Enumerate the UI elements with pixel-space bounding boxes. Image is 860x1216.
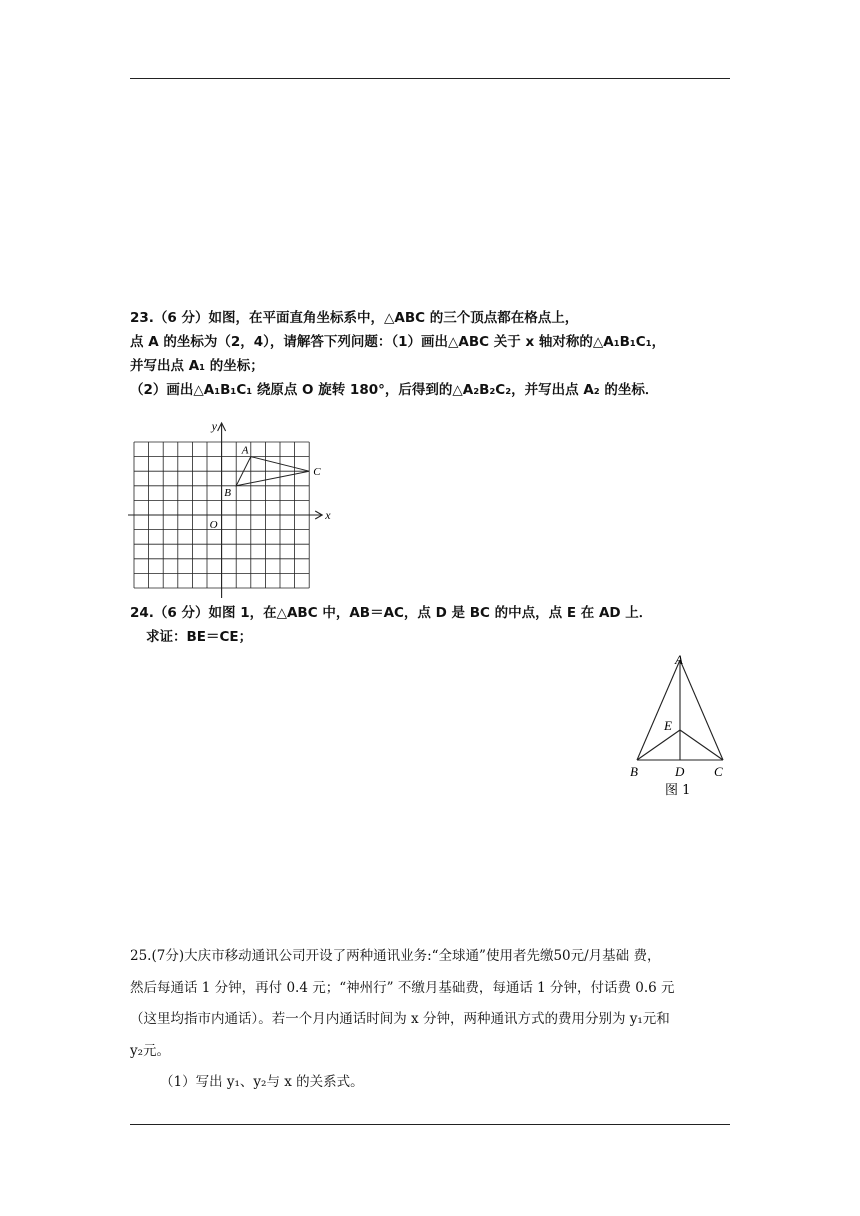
vertex-a-label: A bbox=[675, 652, 683, 667]
triangle-figure-1 bbox=[625, 650, 735, 800]
point-c-label: C bbox=[313, 466, 321, 479]
vertex-c-label: C bbox=[714, 764, 723, 779]
x-axis-label: x bbox=[325, 508, 331, 522]
vertex-b-label: B bbox=[630, 764, 638, 779]
header-rule bbox=[130, 78, 730, 79]
q25-line-2: 然后每通话 1 分钟，再付 0.4 元；“神州行” 不缴月基础费，每通话 1 分钟，付话费 0.6 元 bbox=[130, 979, 675, 996]
point-a-label: A bbox=[241, 444, 249, 457]
q24-line-2: 求证：BE＝CE； bbox=[146, 629, 253, 645]
q23-line-1: 23.（6 分）如图，在平面直角坐标系中，△ABC 的三个顶点都在格点上， bbox=[130, 310, 579, 326]
q25-line-1: 25.(7分)大庆市移动通讯公司开设了两种通讯业务:“全球通”使用者先缴50元/月基础 费， bbox=[130, 948, 661, 964]
origin-label: O bbox=[209, 519, 218, 531]
q23-line-3: 并写出点 A₁ 的坐标； bbox=[130, 358, 264, 374]
point-e-label: E bbox=[664, 718, 672, 733]
figure-caption: 图 1 bbox=[665, 783, 691, 798]
q23-line-2: 点 A 的坐标为（2，4），请解答下列问题：（1）画出△ABC 关于 x 轴对称的△A₁B₁C₁， bbox=[130, 334, 666, 350]
q25-subquestion-1: （1）写出 y₁、y₂与 x 的关系式。 bbox=[160, 1074, 364, 1090]
q25-line-3: （这里均指市内通话）。若一个月内通话时间为 x 分钟，两种通讯方式的费用分别为 y₁元和 bbox=[130, 1011, 670, 1027]
axes bbox=[128, 423, 322, 598]
question-25 bbox=[130, 941, 740, 1099]
y-axis-label: y bbox=[211, 419, 217, 433]
question-24 bbox=[130, 601, 740, 649]
q23-line-4: （2）画出△A₁B₁C₁ 绕原点 O 旋转 180°，后得到的△A₂B₂C₂，并写出点 A₂ 的坐标． bbox=[130, 382, 659, 398]
point-d-label: D bbox=[675, 764, 685, 779]
footer-rule bbox=[130, 1124, 730, 1125]
point-b-label: B bbox=[224, 486, 231, 499]
q25-line-4: y₂元。 bbox=[130, 1042, 171, 1059]
q24-line-1: 24.（6 分）如图 1，在△ABC 中，AB＝AC，点 D 是 BC 的中点，点 E 在 AD 上． bbox=[130, 605, 653, 621]
question-23 bbox=[130, 306, 740, 402]
coordinate-grid-figure bbox=[128, 418, 343, 598]
